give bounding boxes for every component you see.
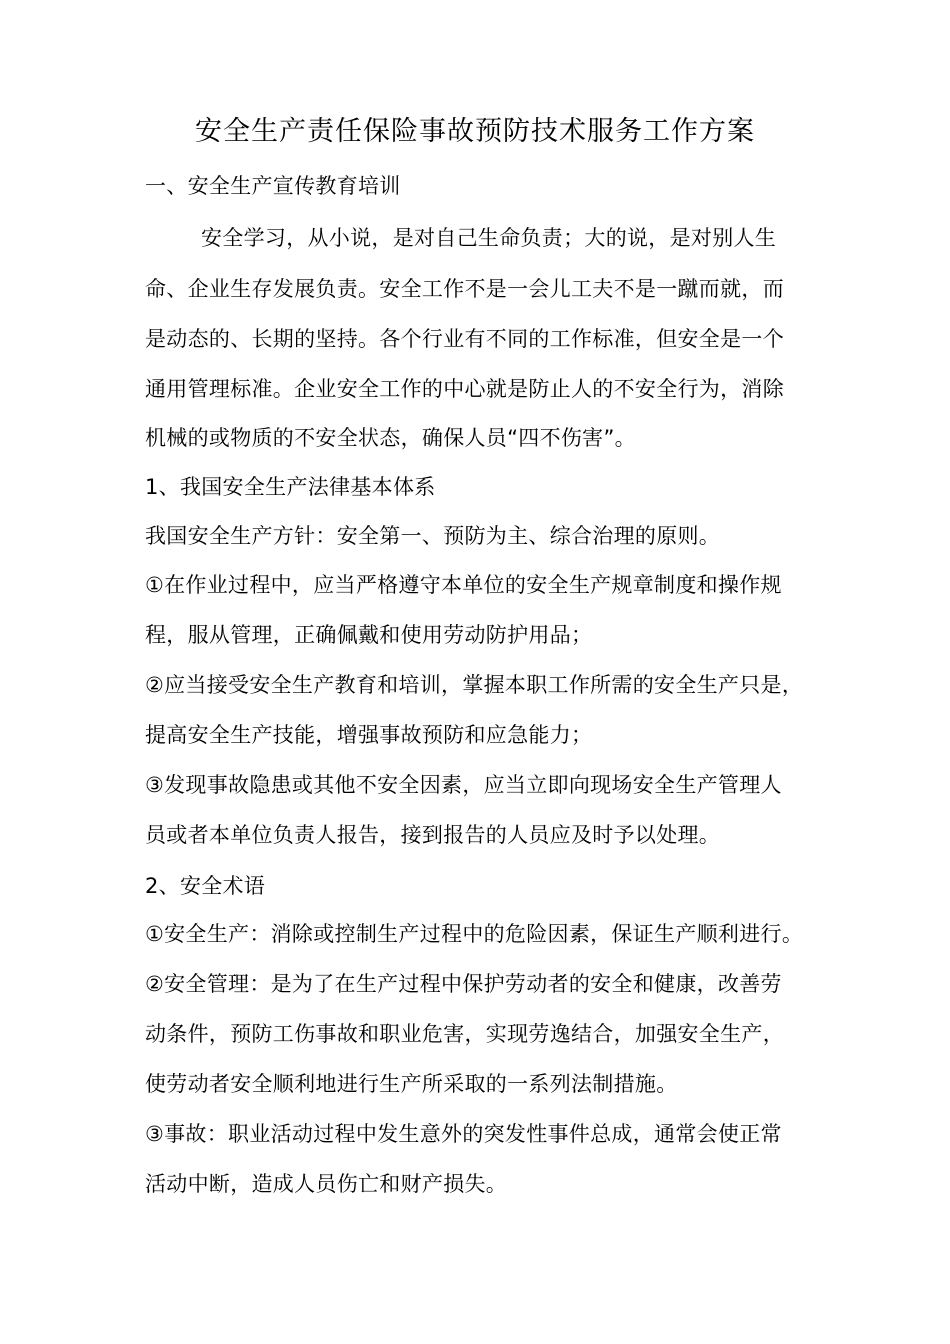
- list-item-line: ①安全生产：消除或控制生产过程中的危险因素，保证生产顺利进行。: [145, 922, 804, 946]
- paragraph-line: 机械的或物质的不安全状态，确保人员“四不伤害”。: [145, 426, 636, 450]
- section-heading-1: 一、安全生产宣传教育培训: [145, 174, 401, 198]
- list-item-line: ③事故：职业活动过程中发生意外的突发性事件总成，通常会使正常: [145, 1122, 782, 1146]
- document-title: 安全生产责任保险事故预防技术服务工作方案: [195, 116, 755, 147]
- paragraph-line: 是动态的、长期的坚持。各个行业有不同的工作标准，但安全是一个: [145, 327, 784, 351]
- paragraph-line: 安全学习，从小说，是对自己生命负责；大的说，是对别人生: [201, 226, 777, 250]
- subsection-heading-2: 2、安全术语: [145, 874, 266, 898]
- list-item-line: ②安全管理：是为了在生产过程中保护劳动者的安全和健康，改善劳: [145, 972, 782, 996]
- list-item-line: 动条件，预防工伤事故和职业危害，实现劳逸结合，加强安全生产，: [145, 1022, 784, 1046]
- list-item-line: ①在作业过程中，应当严格遵守本单位的安全生产规章制度和操作规: [145, 573, 782, 597]
- list-item-line: 程，服从管理，正确佩戴和使用劳动防护用品；: [145, 623, 593, 647]
- list-item-line: ②应当接受安全生产教育和培训，掌握本职工作所需的安全生产只是，: [145, 673, 804, 697]
- paragraph-line: 我国安全生产方针：安全第一、预防为主、综合治理的原则。: [145, 524, 721, 548]
- list-item-line: 提高安全生产技能，增强事故预防和应急能力；: [145, 723, 593, 747]
- list-item-line: ③发现事故隐患或其他不安全因素，应当立即向现场安全生产管理人: [145, 773, 782, 797]
- subsection-heading-1: 1、我国安全生产法律基本体系: [145, 475, 436, 499]
- list-item-line: 活动中断，造成人员伤亡和财产损失。: [145, 1172, 508, 1196]
- list-item-line: 使劳动者安全顺利地进行生产所采取的一系列法制措施。: [145, 1072, 678, 1096]
- paragraph-line: 通用管理标准。企业安全工作的中心就是防止人的不安全行为，消除: [145, 377, 784, 401]
- paragraph-line: 命、企业生存发展负责。安全工作不是一会儿工夫不是一蹴而就，而: [145, 277, 784, 301]
- list-item-line: 员或者本单位负责人报告，接到报告的人员应及时予以处理。: [145, 823, 721, 847]
